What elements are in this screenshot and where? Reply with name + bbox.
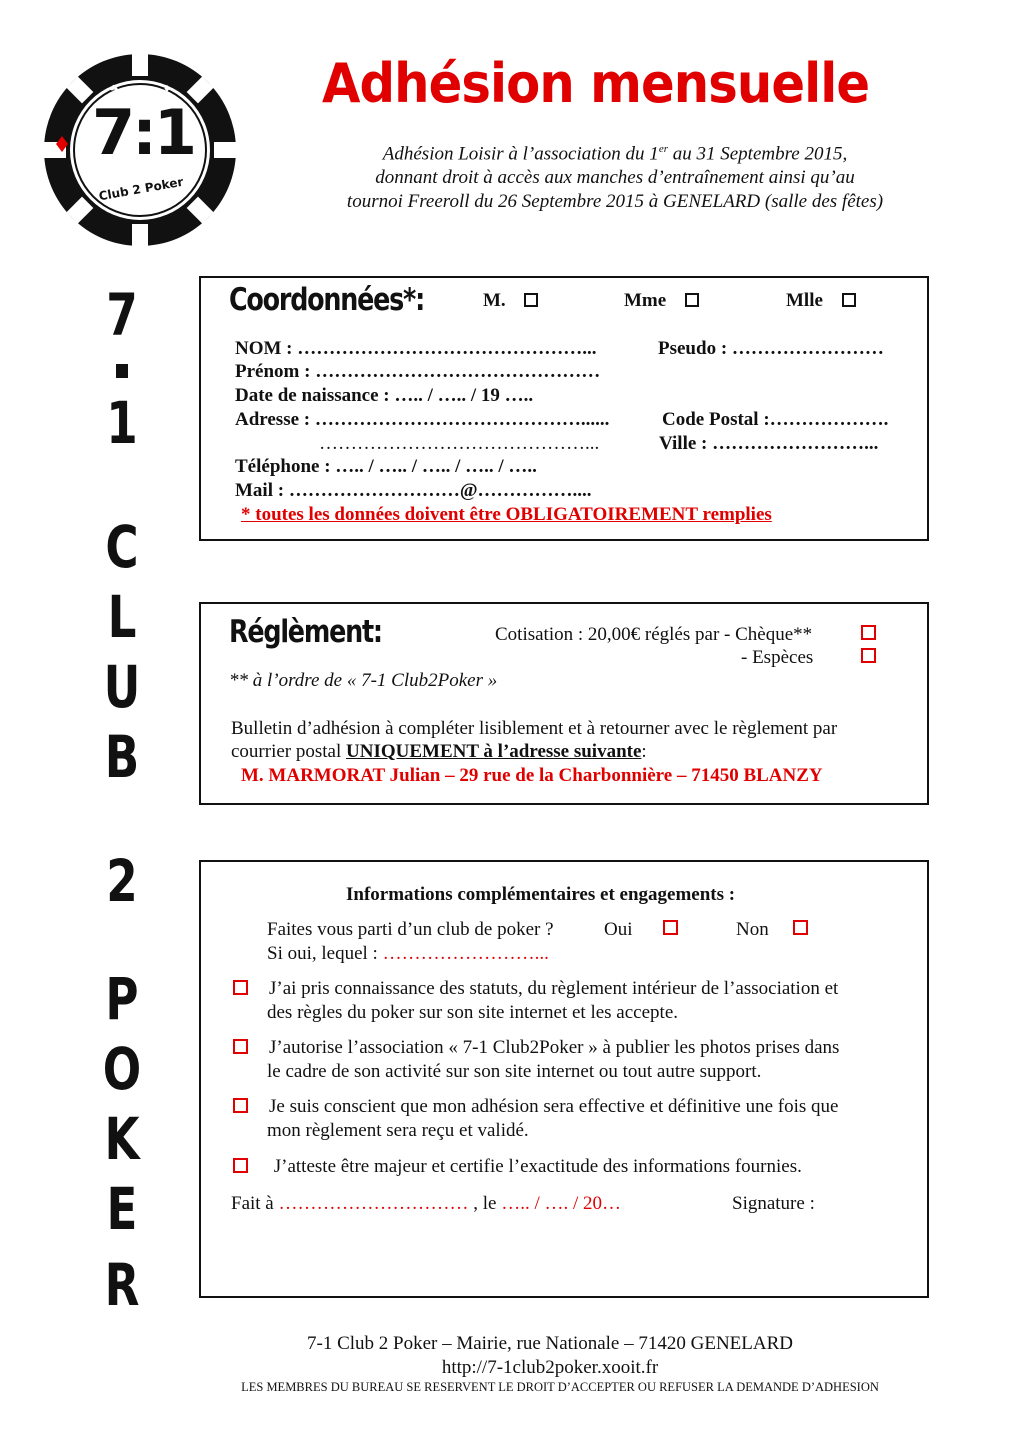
- date-naissance-field[interactable]: Date de naissance : ….. / ….. / 19 …..: [235, 385, 534, 406]
- mandatory-note: * toutes les données doivent être OBLIGATOIREMENT remplies: [241, 504, 772, 525]
- svg-text:♠: ♠: [215, 140, 225, 160]
- banner-letter: P: [105, 965, 139, 1033]
- signature-label: Signature :: [732, 1193, 815, 1214]
- pseudo-field[interactable]: Pseudo : ……………………: [658, 338, 884, 359]
- checkbox-m[interactable]: [524, 293, 538, 307]
- club-name-field[interactable]: Si oui, lequel : ……………………...: [267, 943, 549, 964]
- checkbox-mme[interactable]: [685, 293, 699, 307]
- page-subtitle: Adhésion Loisir à l’association du 1er au 31 Septembre 2015, donnant droit à accès aux manches d’entraînement ainsi qu’au tournoi Freeroll du 26 Septembre 2015 à GENELARD (salle des fêtes): [346, 143, 884, 213]
- cotisation-label: Cotisation : 20,00€ réglés par - Chèque**: [495, 624, 813, 645]
- checkbox-mlle[interactable]: [842, 293, 856, 307]
- especes-label: - Espèces: [741, 647, 814, 668]
- banner-letter: C: [105, 513, 139, 581]
- footer-disclaimer: LES MEMBRES DU BUREAU SE RESERVENT LE DROIT D’ACCEPTER OU REFUSER LA DEMANDE D’ADHESION: [241, 1380, 879, 1394]
- bulletin-instructions-2: courrier postal UNIQUEMENT à l’adresse suivante:: [231, 741, 647, 762]
- logo-big-text: 7:1: [91, 96, 195, 169]
- civility-m[interactable]: M.: [483, 290, 538, 312]
- reglement-title: Réglèment:: [229, 614, 382, 650]
- civility-mlle[interactable]: Mlle: [786, 290, 856, 312]
- engagement-2-text: J’autorise l’association « 7-1 Club2Poker » à publier les photos prises dans: [269, 1037, 840, 1058]
- club-question: Faites vous parti d’un club de poker ?: [267, 919, 554, 940]
- engagement-3-text-2: mon règlement sera reçu et validé.: [267, 1120, 529, 1141]
- banner-letter: 7: [106, 281, 138, 349]
- reglement-section: [199, 602, 929, 805]
- ordre-note: ** à l’ordre de « 7-1 Club2Poker »: [229, 670, 498, 691]
- coordonnees-title: Coordonnées*:: [229, 282, 425, 318]
- checkbox-engagement-3[interactable]: [233, 1098, 248, 1113]
- banner-letter: L: [107, 583, 137, 651]
- checkbox-cheque[interactable]: [861, 625, 876, 640]
- checkbox-engagement-1[interactable]: [233, 980, 248, 995]
- postal-address: M. MARMORAT Julian – 29 rue de la Charbonnière – 71450 BLANZY: [241, 765, 823, 786]
- mail-field[interactable]: Mail : ………………………@……………....: [235, 480, 592, 501]
- banner-letter: 2: [106, 847, 138, 915]
- engagement-2-text-2: le cadre de son activité sur son site internet ou tout autre support.: [267, 1061, 762, 1082]
- code-postal-field[interactable]: Code Postal :……………….: [662, 409, 889, 430]
- svg-text:♣: ♣: [110, 81, 118, 95]
- banner-dash: [116, 364, 128, 378]
- banner-letter: 1: [106, 389, 138, 457]
- checkbox-especes[interactable]: [861, 648, 876, 663]
- banner-letter: O: [102, 1035, 142, 1103]
- adresse-continued-field[interactable]: ……………………………………...: [319, 433, 600, 454]
- svg-text:♦: ♦: [164, 81, 171, 95]
- civility-mme[interactable]: Mme: [624, 290, 699, 312]
- coordonnees-section: [199, 276, 929, 541]
- footer-address: 7-1 Club 2 Poker – Mairie, rue Nationale – 71420 GENELARD: [307, 1333, 793, 1354]
- adresse-field[interactable]: Adresse : ……………………………………......: [235, 409, 610, 430]
- oui-label: Oui: [604, 919, 633, 940]
- engagement-4-text: J’atteste être majeur et certifie l’exactitude des informations fournies.: [269, 1156, 802, 1177]
- engagement-1-text: J’ai pris connaissance des statuts, du règlement intérieur de l’association et: [269, 978, 839, 999]
- bulletin-instructions: Bulletin d’adhésion à compléter lisiblement et à retourner avec le règlement par: [231, 718, 838, 739]
- banner-letter: B: [104, 723, 140, 791]
- checkbox-engagement-4[interactable]: [233, 1158, 248, 1173]
- banner-letter: R: [104, 1251, 140, 1319]
- prenom-field[interactable]: Prénom : ………………………………………: [235, 361, 601, 382]
- club-logo: [42, 52, 238, 248]
- banner-letter: E: [106, 1175, 138, 1243]
- informations-section: [199, 860, 929, 1298]
- informations-title: Informations complémentaires et engagements :: [346, 884, 736, 905]
- telephone-field[interactable]: Téléphone : ….. / ….. / ….. / ….. / …..: [235, 456, 537, 477]
- banner-letter: K: [104, 1105, 140, 1173]
- footer-url[interactable]: http://7-1club2poker.xooit.fr: [441, 1357, 659, 1378]
- checkbox-engagement-2[interactable]: [233, 1039, 248, 1054]
- fait-a-field[interactable]: Fait à ………………………… , le ….. / …. / 20…: [231, 1193, 622, 1214]
- engagement-3-text: Je suis conscient que mon adhésion sera effective et définitive une fois que: [269, 1096, 839, 1117]
- banner-letter: U: [103, 653, 141, 721]
- non-label: Non: [736, 919, 769, 940]
- page-title: Adhésion mensuelle: [322, 52, 870, 115]
- ville-field[interactable]: Ville : ……………………...: [659, 433, 879, 454]
- checkbox-oui[interactable]: [663, 920, 678, 935]
- checkbox-non[interactable]: [793, 920, 808, 935]
- nom-field[interactable]: NOM : ………………………………………...: [235, 338, 597, 359]
- engagement-1-text-2: des règles du poker sur son site internet et les accepte.: [267, 1002, 678, 1023]
- logo-ring-text: Club 2 Poker: [97, 174, 185, 204]
